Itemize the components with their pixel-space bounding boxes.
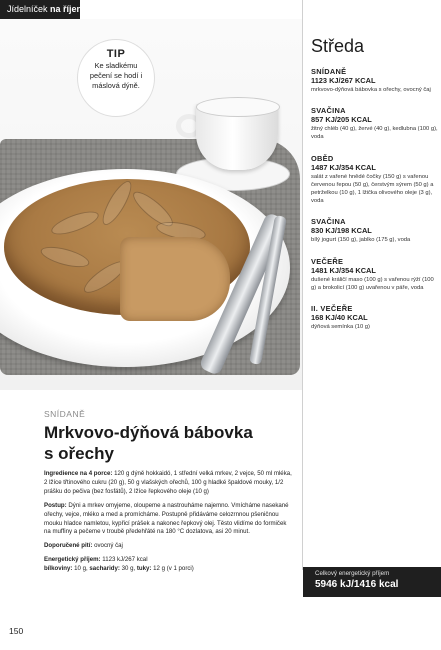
method-label: Postup:	[44, 501, 67, 509]
daily-total-box	[303, 567, 441, 597]
tip-text: Ke sladkému pečení se hodí i máslová dýně.	[89, 61, 143, 90]
drink-paragraph	[44, 542, 294, 551]
nutrition-paragraph	[44, 556, 294, 574]
protein-label: bílkoviny:	[44, 565, 73, 573]
total-value: 5946 kJ/1416 kcal	[315, 579, 399, 590]
recipe-title-line: Mrkvovo-dýňová bábovka	[44, 423, 253, 442]
method-text: Dýni a mrkev omyjeme, oloupeme a nastrouháme najemno. Vmícháme nasekané ořechy, vejce, mléko a med a promícháme. Postupně přidáváme celozrnnou pšeničnou mouku hladce namletou, kypřicí prášek a nakonec řepkový olej. Těsto vlidíme do formiček na muffiny a pečeme v troubě předehřáté na 180 °C dozlatova, asi 20 minut.	[44, 501, 289, 536]
day-menu-sidebar	[311, 36, 439, 343]
section-month: na říjen	[50, 4, 83, 14]
energy-text: 1123 kJ/267 kcal	[102, 556, 148, 564]
meal-description: dýňová semínka (10 g)	[311, 324, 370, 331]
energy-line	[44, 556, 294, 565]
cake-photo	[0, 19, 302, 390]
drink-text: ovocný čaj	[94, 542, 123, 550]
meal-energy: 1123 KJ/267 KCAL	[311, 76, 376, 85]
ingredients-paragraph	[44, 470, 294, 497]
meal-snack-morning	[311, 106, 439, 141]
fat-label: tuky:	[136, 565, 152, 573]
recipe-meal-label: SNÍDANĚ	[44, 409, 86, 419]
recipe-title-line: s ořechy	[44, 444, 114, 463]
meal-name: OBĚD	[311, 153, 334, 163]
day-title: Středa	[311, 36, 365, 56]
meal-dinner	[311, 257, 439, 292]
tip-title: TIP	[106, 48, 126, 60]
sidebar-divider	[302, 0, 303, 570]
section-label: Jídelníček	[7, 4, 48, 14]
meal-breakfast	[311, 67, 439, 94]
meal-lunch	[311, 154, 439, 206]
meal-name: SVAČINA	[311, 106, 346, 116]
meal-description: žitný chléb (40 g), žervé (40 g), kedlubna (100 g), voda	[311, 126, 438, 141]
protein-text: 10 g,	[74, 565, 88, 573]
meal-description: dušené králičí maso (100 g) s vařenou rýží (100 g) a brokolicí (100 g) uvařenou v páře, voda	[311, 276, 434, 291]
meal-energy: 1481 KJ/354 KCAL	[311, 265, 376, 275]
energy-label: Energetický příjem:	[44, 556, 101, 564]
drink-label: Doporučené pití:	[44, 542, 93, 550]
cake-slice-cut	[120, 237, 230, 321]
ingredients-label: Ingredience na 4 porce:	[44, 470, 113, 477]
sugar-text: 30 g,	[121, 565, 136, 573]
meal-second-dinner	[311, 304, 439, 331]
ingredients-text: 120 g dýně hokkaidó, 1 střední velká mrkev, 2 vejce, 50 ml mléka, 2 lžíce třtinového cukru (20 g), 50 g vlašských ořechů, 100 g hladké špaldové mouky, 1/2 prášku do pečiva (bez fosfátů), 2 lžíce řepkového oleje (10 g)	[44, 470, 292, 495]
meal-energy: 830 KJ/198 KCAL	[311, 226, 372, 236]
meal-name: II. VEČEŘE	[311, 304, 353, 314]
total-label: Celkový energetický příjem	[315, 570, 390, 577]
tea-cup-rim	[196, 97, 280, 117]
sugar-label: sacharidy:	[89, 565, 120, 573]
meal-description: salát z vařené hnědé čočky (150 g) s vařenou červenou řepou (50 g), čerstvým sýrem (50 g) a petrželkou (10 g), 1 lžička olivového oleje (3 g), voda	[311, 173, 434, 205]
meal-name: VEČEŘE	[311, 256, 344, 266]
recipe-block	[44, 408, 294, 579]
meal-description: bílý jogurt (150 g), jablko (175 g), voda	[311, 237, 411, 244]
meal-energy: 168 KJ/40 KCAL	[311, 313, 368, 323]
recipe-title	[44, 422, 294, 464]
page-number: 150	[9, 626, 24, 636]
tip-bubble	[77, 39, 155, 117]
meal-description: mrkvovo-dýňová bábovka s ořechy, ovocný čaj	[311, 87, 431, 93]
fat-text: 12 g (v 1 porci)	[153, 565, 194, 573]
meal-snack-afternoon	[311, 217, 439, 244]
meal-name: SVAČINA	[311, 217, 346, 227]
section-header	[0, 0, 83, 19]
meal-name: SNÍDANĚ	[311, 67, 347, 76]
method-paragraph	[44, 502, 294, 538]
macros-line	[44, 565, 294, 574]
meal-energy: 857 KJ/205 KCAL	[311, 115, 372, 125]
meal-energy: 1487 KJ/354 KCAL	[311, 162, 376, 172]
